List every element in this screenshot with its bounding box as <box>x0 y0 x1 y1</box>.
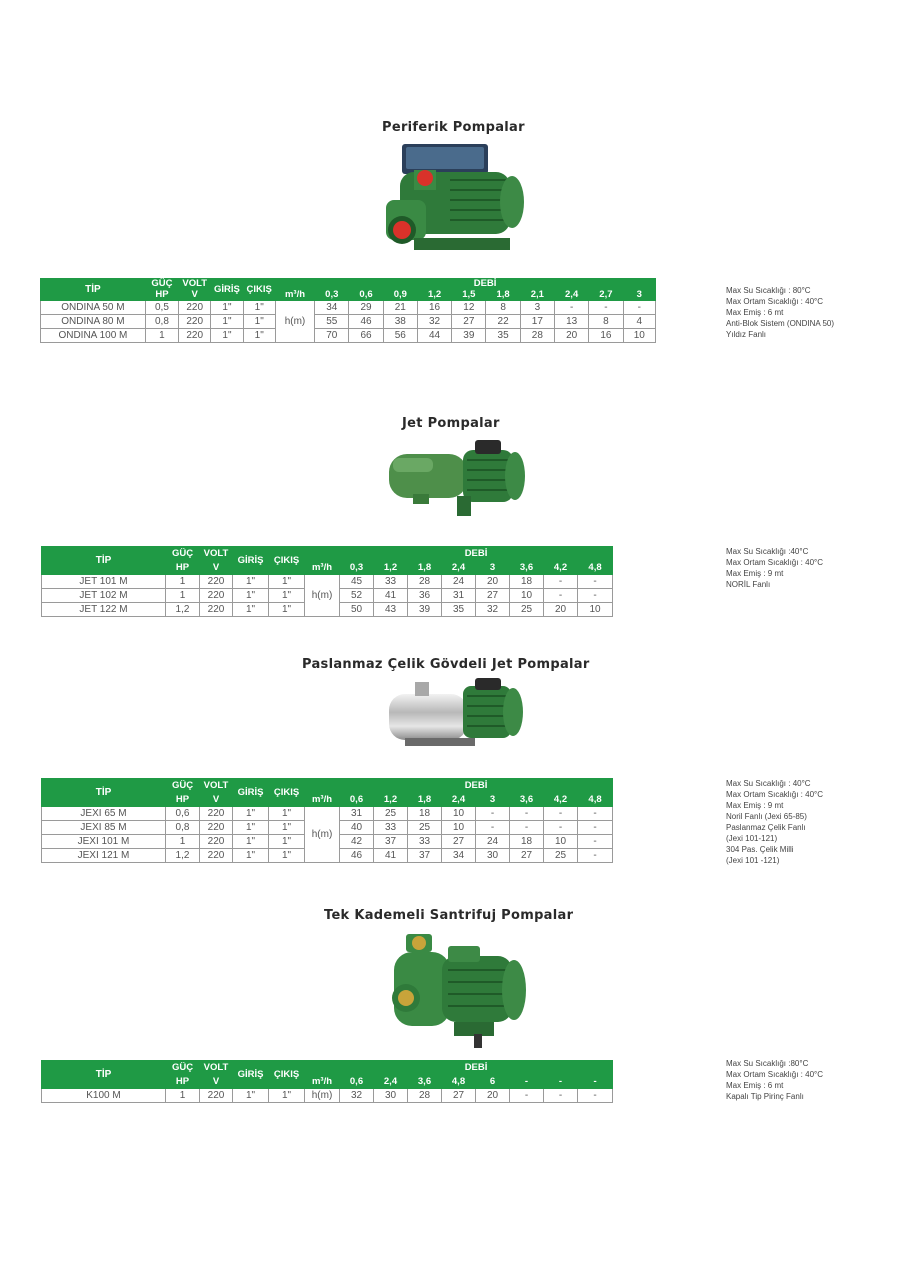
spec-notes-santrifuj <box>726 1058 823 1102</box>
note-line: Kapalı Tip Pirinç Fanlı <box>726 1092 804 1101</box>
model-cell: JEXI 121 M <box>42 849 166 863</box>
model-cell: JET 102 M <box>42 589 166 603</box>
flow-header: 1,5 <box>452 290 486 301</box>
hm-label: h(m) <box>305 1089 340 1103</box>
col-header-guc: GÜÇ <box>166 1061 200 1075</box>
value-cell: - <box>476 821 510 835</box>
model-cell: JET 101 M <box>42 575 166 589</box>
value-cell: 41 <box>374 589 408 603</box>
value-cell: 30 <box>374 1089 408 1103</box>
col-header-tip: TİP <box>42 547 166 575</box>
flow-header: 4,2 <box>544 561 578 575</box>
value-cell: - <box>476 807 510 821</box>
col-header-cikis: ÇIKIŞ <box>243 279 275 301</box>
volt-cell: 220 <box>179 329 211 343</box>
value-cell: 44 <box>417 329 451 343</box>
value-cell: 10 <box>623 329 655 343</box>
flow-header: 2,4 <box>555 290 589 301</box>
value-cell: 25 <box>408 821 442 835</box>
value-cell: - <box>578 1089 613 1103</box>
note-line: Noril Fanlı (Jexi 65-85) <box>726 812 807 821</box>
flow-header: 4,2 <box>544 793 578 807</box>
value-cell: 70 <box>315 329 349 343</box>
value-cell: 24 <box>442 575 476 589</box>
note-line: Max Emiş : 6 mt <box>726 308 784 317</box>
value-cell: 33 <box>374 821 408 835</box>
note-line: NORİL Fanlı <box>726 580 771 589</box>
note-line: (Jexi 101 -121) <box>726 856 780 865</box>
cikis-cell: 1" <box>269 603 305 617</box>
volt-cell: 220 <box>200 575 233 589</box>
flow-header: 1,8 <box>486 290 520 301</box>
giris-cell: 1" <box>211 329 243 343</box>
hp-cell: 0,8 <box>145 315 178 329</box>
flow-header: 2,1 <box>520 290 554 301</box>
value-cell: 45 <box>340 575 374 589</box>
value-cell: 25 <box>510 603 544 617</box>
hm-label: h(m) <box>305 807 340 863</box>
flow-header: 1,8 <box>408 561 442 575</box>
col-header-cikis: ÇIKIŞ <box>269 1061 305 1089</box>
cikis-cell: 1" <box>269 821 305 835</box>
col-header-debi: DEBİ <box>340 547 613 561</box>
col-header-volt: VOLT <box>179 279 211 290</box>
spec-table-paslanmaz <box>41 778 613 863</box>
volt-cell: 220 <box>179 315 211 329</box>
col-header-m3h: m³/h <box>305 793 340 807</box>
value-cell: 56 <box>383 329 417 343</box>
value-cell: 27 <box>442 835 476 849</box>
value-cell: 36 <box>408 589 442 603</box>
hp-cell: 1 <box>166 835 200 849</box>
volt-cell: 220 <box>179 301 211 315</box>
note-line: Max Emiş : 9 mt <box>726 569 784 578</box>
note-line: Max Emiş : 6 mt <box>726 1081 784 1090</box>
flow-header: 2,7 <box>589 290 623 301</box>
value-cell: 20 <box>476 1089 510 1103</box>
value-cell: 18 <box>510 835 544 849</box>
value-cell: 37 <box>374 835 408 849</box>
flow-header: 1,2 <box>374 793 408 807</box>
hp-cell: 0,5 <box>145 301 178 315</box>
note-line: 304 Pas. Çelik Milli <box>726 845 794 854</box>
col-header-tip: TİP <box>41 279 146 301</box>
value-cell: 17 <box>520 315 554 329</box>
value-cell: 10 <box>510 589 544 603</box>
giris-cell: 1" <box>233 849 269 863</box>
value-cell: 27 <box>476 589 510 603</box>
hp-cell: 0,6 <box>166 807 200 821</box>
flow-header: 2,4 <box>442 561 476 575</box>
hm-label: h(m) <box>275 301 314 343</box>
col-header-guc: GÜÇ <box>166 547 200 561</box>
value-cell: 33 <box>408 835 442 849</box>
table-row <box>42 575 613 589</box>
value-cell: 28 <box>408 575 442 589</box>
value-cell: - <box>544 1089 578 1103</box>
note-line: Max Ortam Sıcaklığı : 40°C <box>726 558 824 567</box>
spec-notes-paslanmaz <box>726 778 823 866</box>
flow-header: 2,4 <box>374 1075 408 1089</box>
value-cell: 39 <box>408 603 442 617</box>
value-cell: 28 <box>408 1089 442 1103</box>
flow-header: 2,4 <box>442 793 476 807</box>
flow-header: 6 <box>476 1075 510 1089</box>
hp-cell: 0,8 <box>166 821 200 835</box>
flow-header: 3 <box>623 290 655 301</box>
value-cell: - <box>510 1089 544 1103</box>
cikis-cell: 1" <box>269 1089 305 1103</box>
value-cell: 66 <box>349 329 383 343</box>
model-cell: ONDINA 80 M <box>41 315 146 329</box>
model-cell: JEXI 101 M <box>42 835 166 849</box>
value-cell: 25 <box>544 849 578 863</box>
value-cell: 35 <box>442 603 476 617</box>
col-header-v: V <box>200 561 233 575</box>
col-header-hp: HP <box>145 290 178 301</box>
flow-header: 0,6 <box>349 290 383 301</box>
hp-cell: 1 <box>145 329 178 343</box>
value-cell: 37 <box>408 849 442 863</box>
giris-cell: 1" <box>233 589 269 603</box>
value-cell: - <box>544 575 578 589</box>
note-line: Anti-Blok Sistem (ONDINA 50) <box>726 319 835 328</box>
col-header-volt: VOLT <box>200 779 233 793</box>
value-cell: 16 <box>417 301 451 315</box>
section-title-jet: Jet Pompalar <box>402 416 500 431</box>
value-cell: - <box>589 301 623 315</box>
value-cell: - <box>578 835 613 849</box>
value-cell: 10 <box>544 835 578 849</box>
giris-cell: 1" <box>233 1089 269 1103</box>
cikis-cell: 1" <box>243 301 275 315</box>
model-cell: JEXI 65 M <box>42 807 166 821</box>
value-cell: - <box>623 301 655 315</box>
value-cell: 50 <box>340 603 374 617</box>
model-cell: JET 122 M <box>42 603 166 617</box>
value-cell: 33 <box>374 575 408 589</box>
model-cell: ONDINA 100 M <box>41 329 146 343</box>
value-cell: 29 <box>349 301 383 315</box>
spec-table-periferik <box>40 278 656 343</box>
volt-cell: 220 <box>200 603 233 617</box>
value-cell: - <box>578 849 613 863</box>
flow-header: 1,2 <box>417 290 451 301</box>
giris-cell: 1" <box>233 603 269 617</box>
col-header-tip: TİP <box>42 779 166 807</box>
flow-header: - <box>510 1075 544 1089</box>
flow-header: 3,6 <box>408 1075 442 1089</box>
value-cell: 25 <box>374 807 408 821</box>
value-cell: 21 <box>383 301 417 315</box>
value-cell: 10 <box>442 807 476 821</box>
value-cell: 38 <box>383 315 417 329</box>
periferik-pump-image <box>380 138 530 263</box>
col-header-debi: DEBİ <box>340 1061 613 1075</box>
value-cell: 27 <box>452 315 486 329</box>
cikis-cell: 1" <box>243 329 275 343</box>
flow-header: 0,6 <box>340 1075 374 1089</box>
value-cell: 30 <box>476 849 510 863</box>
value-cell: - <box>578 821 613 835</box>
value-cell: 46 <box>349 315 383 329</box>
note-line: Max Ortam Sıcaklığı : 40°C <box>726 790 824 799</box>
note-line: (Jexi 101-121) <box>726 834 778 843</box>
col-header-hp: HP <box>166 1075 200 1089</box>
model-cell: JEXI 85 M <box>42 821 166 835</box>
value-cell: - <box>578 575 613 589</box>
flow-header: 4,8 <box>578 793 613 807</box>
value-cell: 40 <box>340 821 374 835</box>
hp-cell: 1,2 <box>166 603 200 617</box>
section-title-santrifuj: Tek Kademeli Santrifuj Pompalar <box>324 908 574 923</box>
flow-header: 4,8 <box>442 1075 476 1089</box>
col-header-debi: DEBİ <box>340 779 613 793</box>
col-header-giris: GİRİŞ <box>211 279 243 301</box>
giris-cell: 1" <box>233 835 269 849</box>
value-cell: 16 <box>589 329 623 343</box>
value-cell: - <box>510 807 544 821</box>
flow-header: 0,9 <box>383 290 417 301</box>
value-cell: 27 <box>510 849 544 863</box>
col-header-cikis: ÇIKIŞ <box>269 547 305 575</box>
section-title-periferik: Periferik Pompalar <box>382 120 525 135</box>
flow-header: 3 <box>476 793 510 807</box>
stainless-jet-pump-image <box>385 676 530 756</box>
volt-cell: 220 <box>200 835 233 849</box>
hm-label: h(m) <box>305 575 340 617</box>
col-header-v: V <box>179 290 211 301</box>
section-title-paslanmaz: Paslanmaz Çelik Gövdeli Jet Pompalar <box>302 657 590 672</box>
cikis-cell: 1" <box>269 835 305 849</box>
table-row <box>42 1089 613 1103</box>
value-cell: 41 <box>374 849 408 863</box>
col-header-v: V <box>200 793 233 807</box>
cikis-cell: 1" <box>269 807 305 821</box>
col-header-v: V <box>200 1075 233 1089</box>
spec-notes-periferik <box>726 285 834 340</box>
flow-header: 1,8 <box>408 793 442 807</box>
model-cell: K100 M <box>42 1089 166 1103</box>
value-cell: 8 <box>589 315 623 329</box>
value-cell: - <box>544 589 578 603</box>
spec-notes-jet <box>726 546 823 590</box>
value-cell: - <box>578 589 613 603</box>
col-header-guc: GÜÇ <box>166 779 200 793</box>
cikis-cell: 1" <box>243 315 275 329</box>
value-cell: 52 <box>340 589 374 603</box>
value-cell: 18 <box>510 575 544 589</box>
value-cell: 4 <box>623 315 655 329</box>
flow-header: 3,6 <box>510 793 544 807</box>
value-cell: - <box>544 807 578 821</box>
value-cell: 12 <box>452 301 486 315</box>
value-cell: 43 <box>374 603 408 617</box>
jet-pump-image <box>383 434 533 522</box>
value-cell: 10 <box>442 821 476 835</box>
hp-cell: 1 <box>166 589 200 603</box>
value-cell: 31 <box>340 807 374 821</box>
value-cell: 42 <box>340 835 374 849</box>
volt-cell: 220 <box>200 1089 233 1103</box>
value-cell: 10 <box>578 603 613 617</box>
volt-cell: 220 <box>200 849 233 863</box>
col-header-m3h: m³/h <box>305 1075 340 1089</box>
col-header-giris: GİRİŞ <box>233 547 269 575</box>
flow-header: 0,3 <box>315 290 349 301</box>
value-cell: 8 <box>486 301 520 315</box>
value-cell: 32 <box>340 1089 374 1103</box>
col-header-giris: GİRİŞ <box>233 779 269 807</box>
col-header-cikis: ÇIKIŞ <box>269 779 305 807</box>
value-cell: 34 <box>315 301 349 315</box>
giris-cell: 1" <box>211 315 243 329</box>
col-header-debi: DEBİ <box>315 279 656 290</box>
note-line: Max Su Sıcaklığı :40°C <box>726 547 809 556</box>
flow-header: 3,6 <box>510 561 544 575</box>
model-cell: ONDINA 50 M <box>41 301 146 315</box>
note-line: Paslanmaz Çelik Fanlı <box>726 823 806 832</box>
giris-cell: 1" <box>233 575 269 589</box>
value-cell: 32 <box>417 315 451 329</box>
flow-header: 0,3 <box>340 561 374 575</box>
flow-header: 1,2 <box>374 561 408 575</box>
volt-cell: 220 <box>200 821 233 835</box>
value-cell: 31 <box>442 589 476 603</box>
col-header-volt: VOLT <box>200 1061 233 1075</box>
note-line: Max Su Sıcaklığı :80°C <box>726 1059 809 1068</box>
value-cell: 22 <box>486 315 520 329</box>
value-cell: 13 <box>555 315 589 329</box>
flow-header: - <box>544 1075 578 1089</box>
value-cell: 20 <box>544 603 578 617</box>
hp-cell: 1,2 <box>166 849 200 863</box>
volt-cell: 220 <box>200 807 233 821</box>
col-header-m3h: m³/h <box>305 561 340 575</box>
col-header-tip: TİP <box>42 1061 166 1089</box>
note-line: Max Emiş : 9 mt <box>726 801 784 810</box>
centrifugal-pump-image <box>390 930 530 1052</box>
value-cell: 18 <box>408 807 442 821</box>
value-cell: 27 <box>442 1089 476 1103</box>
hp-cell: 1 <box>166 575 200 589</box>
giris-cell: 1" <box>233 807 269 821</box>
flow-header: 4,8 <box>578 561 613 575</box>
cikis-cell: 1" <box>269 589 305 603</box>
value-cell: 35 <box>486 329 520 343</box>
table-row <box>41 315 656 329</box>
cikis-cell: 1" <box>269 849 305 863</box>
col-header-hp: HP <box>166 793 200 807</box>
col-header-giris: GİRİŞ <box>233 1061 269 1089</box>
value-cell: 55 <box>315 315 349 329</box>
note-line: Yıldız Fanlı <box>726 330 767 339</box>
value-cell: 20 <box>476 575 510 589</box>
table-row <box>41 301 656 315</box>
col-header-guc: GÜÇ <box>145 279 178 290</box>
value-cell: - <box>578 807 613 821</box>
note-line: Max Su Sıcaklığı : 80°C <box>726 286 811 295</box>
note-line: Max Su Sıcaklığı : 40°C <box>726 779 811 788</box>
table-row <box>41 329 656 343</box>
cikis-cell: 1" <box>269 575 305 589</box>
col-header-hp: HP <box>166 561 200 575</box>
col-header-volt: VOLT <box>200 547 233 561</box>
value-cell: 32 <box>476 603 510 617</box>
hp-cell: 1 <box>166 1089 200 1103</box>
giris-cell: 1" <box>233 821 269 835</box>
value-cell: 28 <box>520 329 554 343</box>
flow-header: 0,6 <box>340 793 374 807</box>
value-cell: - <box>510 821 544 835</box>
giris-cell: 1" <box>211 301 243 315</box>
value-cell: 39 <box>452 329 486 343</box>
value-cell: 24 <box>476 835 510 849</box>
table-row <box>42 807 613 821</box>
volt-cell: 220 <box>200 589 233 603</box>
value-cell: - <box>544 821 578 835</box>
flow-header: - <box>578 1075 613 1089</box>
flow-header: 3 <box>476 561 510 575</box>
value-cell: - <box>555 301 589 315</box>
value-cell: 3 <box>520 301 554 315</box>
note-line: Max Ortam Sıcaklığı : 40°C <box>726 1070 824 1079</box>
col-header-m3h: m³/h <box>275 290 314 301</box>
value-cell: 34 <box>442 849 476 863</box>
value-cell: 46 <box>340 849 374 863</box>
note-line: Max Ortam Sıcaklığı : 40°C <box>726 297 824 306</box>
spec-table-jet <box>41 546 613 617</box>
spec-table-santrifuj <box>41 1060 613 1103</box>
value-cell: 20 <box>555 329 589 343</box>
